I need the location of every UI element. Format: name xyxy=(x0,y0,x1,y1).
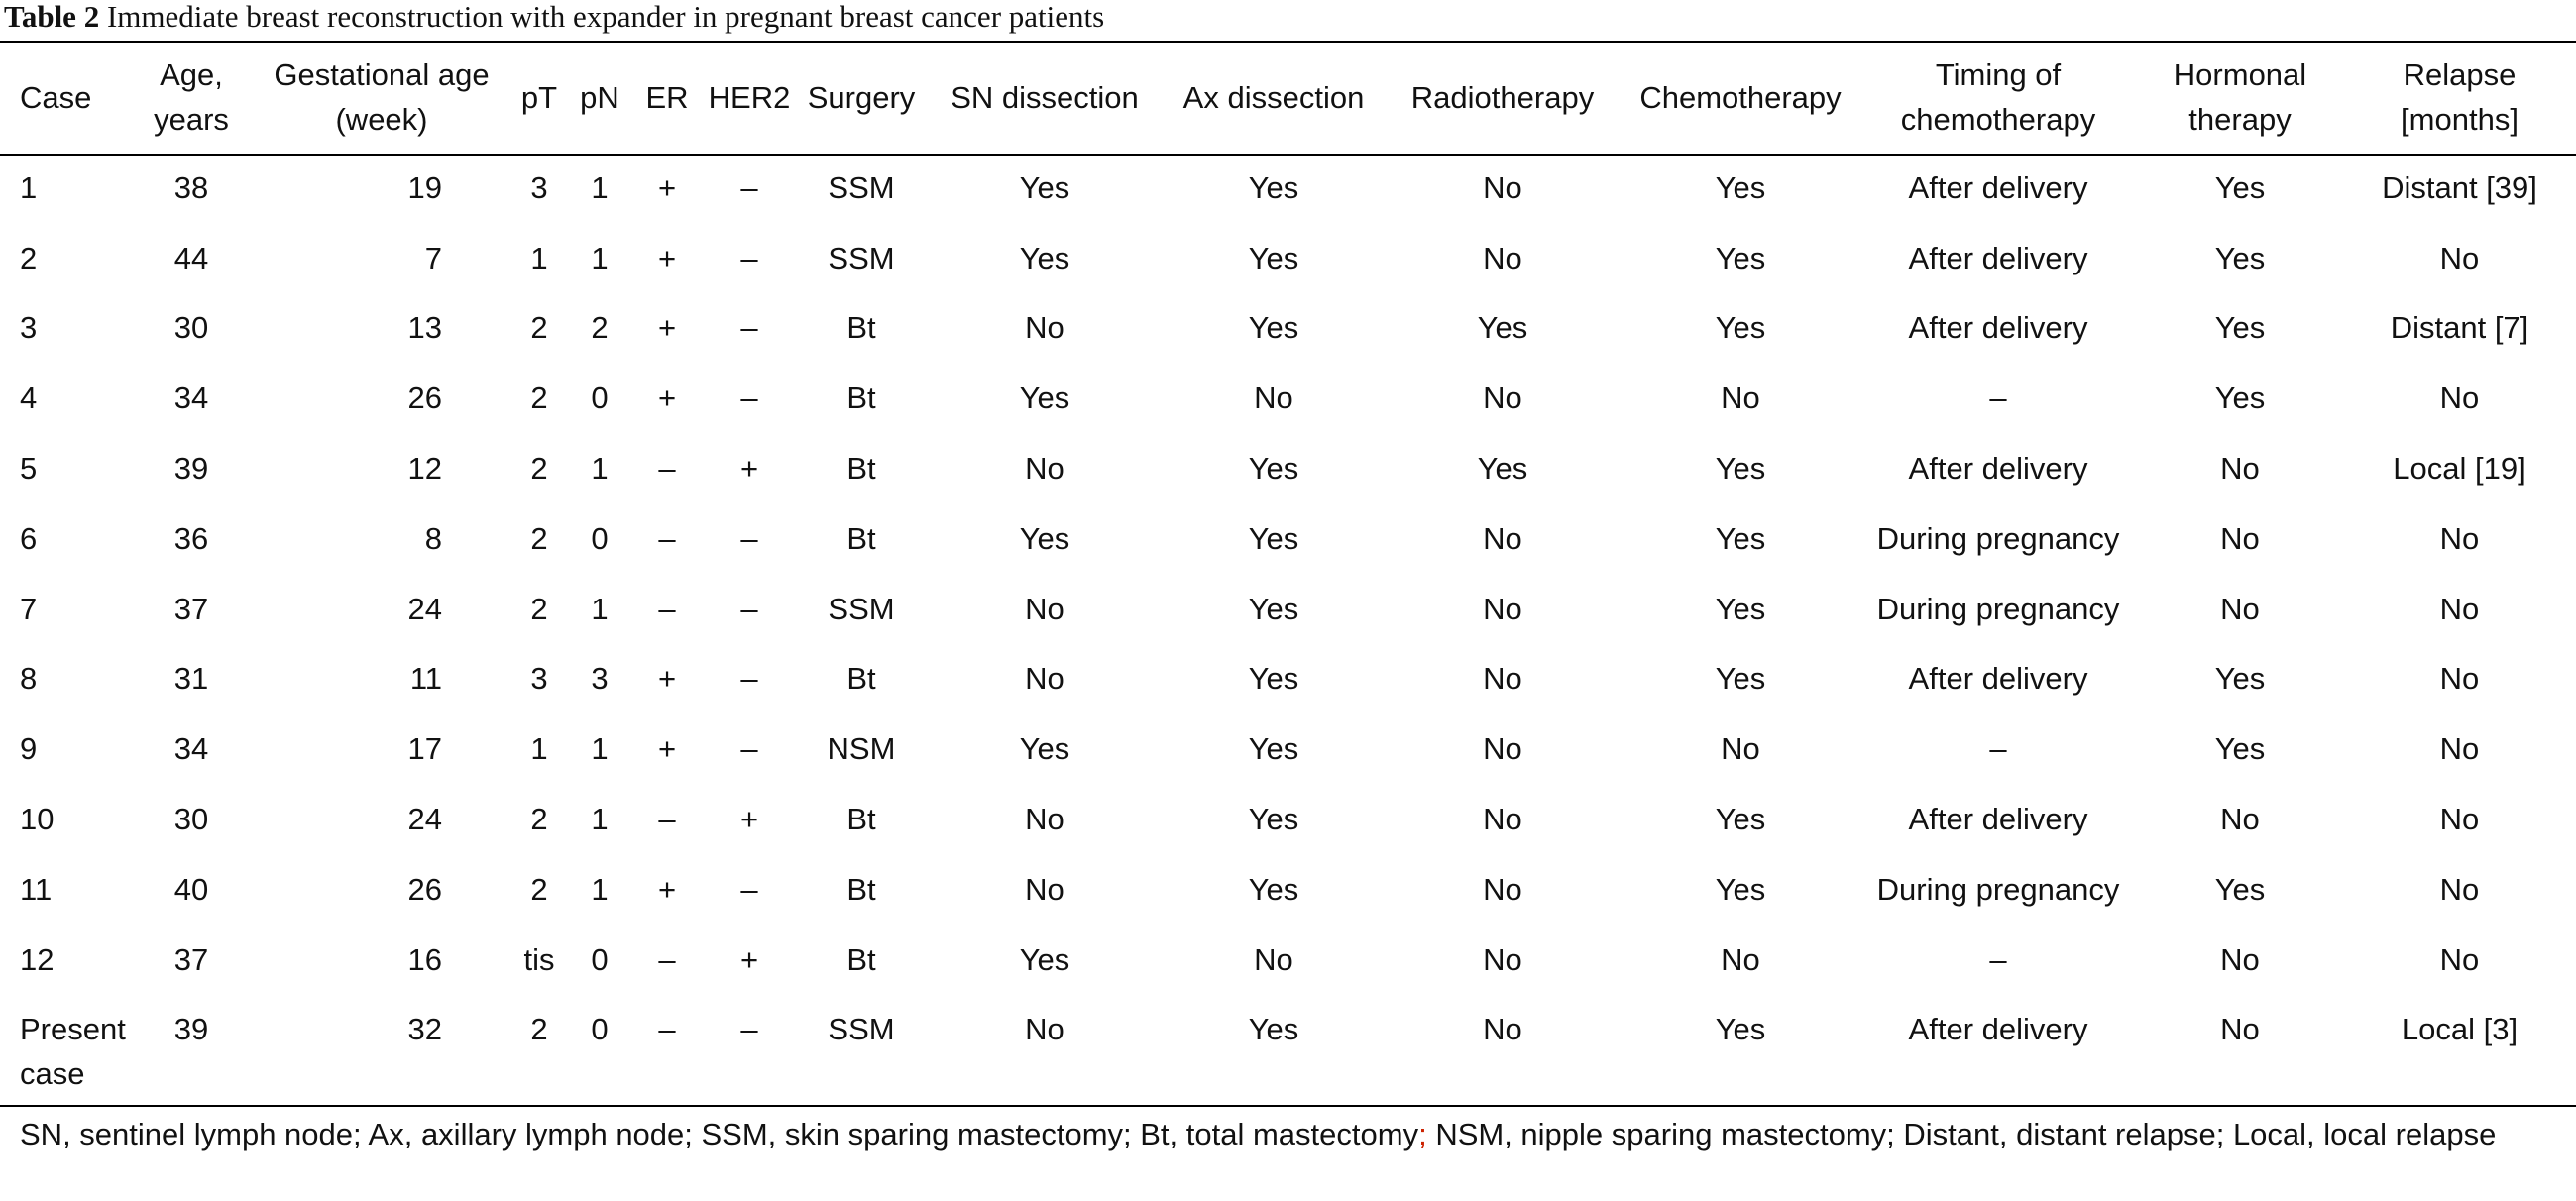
table-cell: During pregnancy xyxy=(1876,591,2120,626)
table-cell: Yes xyxy=(2214,731,2266,767)
table-cell: Bt xyxy=(846,451,876,487)
table-cell: 1 xyxy=(20,169,38,205)
table-cell: Yes xyxy=(1715,591,1766,626)
table-cell: Yes xyxy=(2214,381,2266,416)
column-header: Surgery xyxy=(807,79,916,115)
table-cell: Yes xyxy=(1715,310,1766,346)
table-cell: – xyxy=(740,169,758,205)
table-cell: 8 xyxy=(424,520,442,556)
table-cell: After delivery xyxy=(1908,661,2088,697)
table-cell: 34 xyxy=(173,731,209,767)
column-header: Relapse [months] xyxy=(2401,57,2519,137)
table-cell: 1 xyxy=(591,451,609,487)
table-cell: 2 xyxy=(591,310,609,346)
table-label: Table 2 xyxy=(4,0,100,34)
table-cell: No xyxy=(1483,381,1522,416)
table-cell: No xyxy=(1483,1011,1522,1046)
column-header: Chemotherapy xyxy=(1639,79,1842,115)
table-cell: Yes xyxy=(1715,520,1766,556)
table-cell: + xyxy=(739,451,759,487)
table-cell: 3 xyxy=(591,661,609,697)
table-cell: 3 xyxy=(530,169,548,205)
table-cell: No xyxy=(1721,731,1760,767)
table-cell: Bt xyxy=(846,310,876,346)
table-cell: Yes xyxy=(1248,1011,1299,1046)
table-cell: No xyxy=(2220,591,2260,626)
table-cell: 9 xyxy=(20,731,38,767)
table-cell: 2 xyxy=(20,240,38,275)
table-cell: – xyxy=(740,871,758,907)
table-cell: Yes xyxy=(2214,310,2266,346)
table-cell: Yes xyxy=(1715,802,1766,837)
table-cell: 3 xyxy=(20,310,38,346)
table-cell: 2 xyxy=(530,310,548,346)
table-cell: No xyxy=(2439,591,2480,626)
column-header: SN dissection xyxy=(951,79,1139,115)
table-cell: During pregnancy xyxy=(1876,871,2120,907)
table-cell: 30 xyxy=(173,310,209,346)
table-cell: – xyxy=(658,451,676,487)
table-cell: During pregnancy xyxy=(1876,520,2120,556)
table-cell: 0 xyxy=(591,941,609,977)
table-caption xyxy=(4,0,1104,34)
table-cell: 40 xyxy=(173,871,209,907)
table-cell: No xyxy=(1483,591,1522,626)
data-table xyxy=(0,42,2576,1096)
column-header: Radiotherapy xyxy=(1410,79,1595,115)
table-cell: Yes xyxy=(2214,169,2266,205)
table-cell: 26 xyxy=(407,871,442,907)
column-header: ER xyxy=(645,79,689,115)
table-cell: SSM xyxy=(828,240,895,275)
table-cell: No xyxy=(1483,661,1522,697)
table-cell: + xyxy=(739,941,759,977)
table-cell: SSM xyxy=(828,591,895,626)
table-cell: Present case xyxy=(20,1011,126,1091)
table-row xyxy=(0,363,2576,433)
table-footnote xyxy=(20,1112,2557,1156)
table-cell: 11 xyxy=(409,661,442,697)
column-header: Case xyxy=(20,79,92,115)
column-header: Timing of chemotherapy xyxy=(1900,57,2096,137)
table-cell: No xyxy=(1025,591,1064,626)
table-cell: – xyxy=(658,591,676,626)
table-cell: Bt xyxy=(846,661,876,697)
table-cell: 44 xyxy=(173,240,209,275)
table-row xyxy=(0,784,2576,854)
table-cell: No xyxy=(1025,871,1064,907)
table-cell: 19 xyxy=(407,169,442,205)
table-cell: – xyxy=(658,802,676,837)
table-cell: Yes xyxy=(1715,661,1766,697)
table-cell: Yes xyxy=(1715,1011,1766,1046)
table-cell: Local [3] xyxy=(2401,1011,2519,1046)
table-cell: No xyxy=(2439,731,2480,767)
table-cell: 2 xyxy=(530,451,548,487)
table-cell: 6 xyxy=(20,520,38,556)
table-cell: 32 xyxy=(407,1011,442,1046)
table-cell: Bt xyxy=(846,871,876,907)
table-cell: After delivery xyxy=(1908,451,2088,487)
table-cell: 36 xyxy=(173,520,209,556)
table-cell: Yes xyxy=(1715,169,1766,205)
table-cell: + xyxy=(657,731,677,767)
table-cell: No xyxy=(2439,661,2480,697)
table-cell: No xyxy=(1721,381,1760,416)
table-cell: – xyxy=(740,661,758,697)
table-cell: Yes xyxy=(1248,661,1299,697)
table-cell: Yes xyxy=(1248,451,1299,487)
column-header: pN xyxy=(580,79,619,115)
table-cell: 1 xyxy=(591,731,609,767)
table-cell: Yes xyxy=(1248,310,1299,346)
table-cell: SSM xyxy=(828,1011,895,1046)
table-row xyxy=(0,223,2576,293)
table-row xyxy=(0,293,2576,364)
table-cell: After delivery xyxy=(1908,802,2088,837)
table-cell: – xyxy=(658,941,676,977)
table-cell: After delivery xyxy=(1908,240,2088,275)
table-cell: 5 xyxy=(20,451,38,487)
bottom-rule xyxy=(0,1105,2576,1107)
table-row xyxy=(0,503,2576,574)
table-cell: SSM xyxy=(828,169,895,205)
table-cell: NSM xyxy=(827,731,896,767)
table-cell: No xyxy=(2439,941,2480,977)
table-cell: 34 xyxy=(173,381,209,416)
table-cell: 39 xyxy=(173,1011,209,1046)
table-cell: No xyxy=(1483,520,1522,556)
table-row xyxy=(0,433,2576,503)
table-cell: 37 xyxy=(173,591,209,626)
table-cell: 2 xyxy=(530,381,548,416)
table-cell: Yes xyxy=(1019,731,1070,767)
table-cell: Bt xyxy=(846,941,876,977)
table-cell: – xyxy=(1989,731,2007,767)
table-cell: Yes xyxy=(1477,310,1528,346)
table-cell: No xyxy=(2439,240,2480,275)
table-cell: Yes xyxy=(1477,451,1528,487)
table-cell: 17 xyxy=(407,731,442,767)
table-cell: 13 xyxy=(407,310,442,346)
table-cell: + xyxy=(657,871,677,907)
table-cell: 7 xyxy=(20,591,38,626)
table-header-row xyxy=(0,42,2576,153)
table-cell: tis xyxy=(523,941,555,977)
table-cell: 1 xyxy=(591,240,609,275)
column-header: Gestational age (week) xyxy=(274,57,490,137)
table-cell: 12 xyxy=(20,941,55,977)
table-cell: No xyxy=(1483,169,1522,205)
table-cell: 16 xyxy=(407,941,442,977)
table-cell: 7 xyxy=(424,240,442,275)
table-cell: Bt xyxy=(846,802,876,837)
table-row xyxy=(0,925,2576,995)
footnote-text-1: SN, sentinel lymph node; Ax, axillary lymph node; SSM, skin sparing mastectomy; Bt, total mastectomy xyxy=(20,1117,1419,1151)
table-cell: After delivery xyxy=(1908,1011,2088,1046)
table-cell: No xyxy=(2220,941,2260,977)
table-cell: 1 xyxy=(591,591,609,626)
table-cell: + xyxy=(657,169,677,205)
column-header: Age, years xyxy=(154,57,229,137)
table-row xyxy=(0,995,2576,1096)
table-cell: No xyxy=(1483,871,1522,907)
table-cell: Yes xyxy=(1019,169,1070,205)
table-row xyxy=(0,713,2576,784)
table-cell: Distant [7] xyxy=(2390,310,2529,346)
table-cell: 1 xyxy=(591,169,609,205)
table-cell: No xyxy=(2439,871,2480,907)
table-cell: No xyxy=(1025,451,1064,487)
table-title: Immediate breast reconstruction with expander in pregnant breast cancer patients xyxy=(106,0,1105,34)
table-cell: 12 xyxy=(407,451,442,487)
table-cell: 2 xyxy=(530,1011,548,1046)
table-cell: 31 xyxy=(173,661,209,697)
table-cell: 1 xyxy=(591,871,609,907)
table-cell: Yes xyxy=(1715,871,1766,907)
table-cell: Yes xyxy=(1248,802,1299,837)
table-cell: 2 xyxy=(530,520,548,556)
table-cell: No xyxy=(1483,802,1522,837)
table-body xyxy=(0,153,2576,1096)
table-cell: 0 xyxy=(591,1011,609,1046)
table-cell: 38 xyxy=(173,169,209,205)
table-cell: 24 xyxy=(407,591,442,626)
table-row xyxy=(0,574,2576,644)
table-cell: 37 xyxy=(173,941,209,977)
table-cell: No xyxy=(1721,941,1760,977)
table-cell: No xyxy=(2220,520,2260,556)
column-header: pT xyxy=(520,79,558,115)
table-cell: No xyxy=(1483,941,1522,977)
table-cell: Yes xyxy=(1248,591,1299,626)
table-cell: Local [19] xyxy=(2393,451,2526,487)
table-cell: No xyxy=(1483,731,1522,767)
table-cell: 24 xyxy=(407,802,442,837)
table-cell: 3 xyxy=(530,661,548,697)
table-cell: No xyxy=(1025,310,1064,346)
table-cell: 30 xyxy=(173,802,209,837)
table-cell: Yes xyxy=(2214,661,2266,697)
table-cell: Yes xyxy=(2214,240,2266,275)
table-cell: 0 xyxy=(591,381,609,416)
table-cell: Bt xyxy=(846,520,876,556)
table-cell: 8 xyxy=(20,661,38,697)
table-cell: No xyxy=(1025,802,1064,837)
table-cell: + xyxy=(657,240,677,275)
data-table-container xyxy=(0,42,2576,1096)
table-cell: – xyxy=(658,1011,676,1046)
table-cell: Yes xyxy=(1248,240,1299,275)
table-cell: 4 xyxy=(20,381,38,416)
table-cell: – xyxy=(740,310,758,346)
table-cell: Yes xyxy=(1019,240,1070,275)
table-cell: 1 xyxy=(530,240,548,275)
table-cell: – xyxy=(1989,941,2007,977)
table-cell: 1 xyxy=(530,731,548,767)
table-cell: 26 xyxy=(407,381,442,416)
table-cell: 2 xyxy=(530,871,548,907)
table-cell: 10 xyxy=(20,802,55,837)
footnote-text-2: NSM, nipple sparing mastectomy; Distant, distant relapse; Local, local relapse xyxy=(1426,1117,2497,1151)
table-row xyxy=(0,854,2576,925)
table-cell: 39 xyxy=(173,451,209,487)
table-cell: Yes xyxy=(1248,731,1299,767)
table-cell: After delivery xyxy=(1908,310,2088,346)
table-cell: Yes xyxy=(1019,381,1070,416)
table-cell: 11 xyxy=(20,871,53,907)
table-cell: No xyxy=(2439,520,2480,556)
table-cell: + xyxy=(657,381,677,416)
table-cell: No xyxy=(1254,381,1293,416)
table-cell: Yes xyxy=(1248,169,1299,205)
footnote-separator: ; xyxy=(1418,1117,1427,1151)
table-cell: Yes xyxy=(1019,520,1070,556)
table-cell: – xyxy=(740,381,758,416)
table-cell: – xyxy=(658,520,676,556)
table-cell: Bt xyxy=(846,381,876,416)
table-cell: Yes xyxy=(1248,871,1299,907)
table-cell: 2 xyxy=(530,802,548,837)
table-row xyxy=(0,644,2576,714)
table-cell: + xyxy=(657,310,677,346)
column-header: Ax dissection xyxy=(1182,79,1365,115)
table-cell: Yes xyxy=(1715,240,1766,275)
table-cell: – xyxy=(740,731,758,767)
table-cell: 0 xyxy=(591,520,609,556)
column-header: Hormonal therapy xyxy=(2173,57,2307,137)
table-cell: No xyxy=(1025,661,1064,697)
table-cell: – xyxy=(740,591,758,626)
table-cell: – xyxy=(740,1011,758,1046)
table-cell: + xyxy=(657,661,677,697)
table-cell: No xyxy=(1483,240,1522,275)
table-cell: No xyxy=(2439,802,2480,837)
table-cell: + xyxy=(739,802,759,837)
table-cell: Yes xyxy=(1248,520,1299,556)
table-cell: – xyxy=(1989,381,2007,416)
table-cell: No xyxy=(2220,451,2260,487)
table-cell: Yes xyxy=(1019,941,1070,977)
table-cell: 1 xyxy=(591,802,609,837)
table-cell: Yes xyxy=(2214,871,2266,907)
table-cell: Distant [39] xyxy=(2382,169,2537,205)
table-cell: No xyxy=(2220,802,2260,837)
table-cell: No xyxy=(2220,1011,2260,1046)
table-cell: 2 xyxy=(530,591,548,626)
table-cell: – xyxy=(740,240,758,275)
table-cell: No xyxy=(2439,381,2480,416)
table-cell: Yes xyxy=(1715,451,1766,487)
table-row xyxy=(0,153,2576,223)
table-cell: – xyxy=(740,520,758,556)
column-header: HER2 xyxy=(708,79,791,115)
table-cell: After delivery xyxy=(1908,169,2088,205)
table-cell: No xyxy=(1025,1011,1064,1046)
table-cell: No xyxy=(1254,941,1293,977)
